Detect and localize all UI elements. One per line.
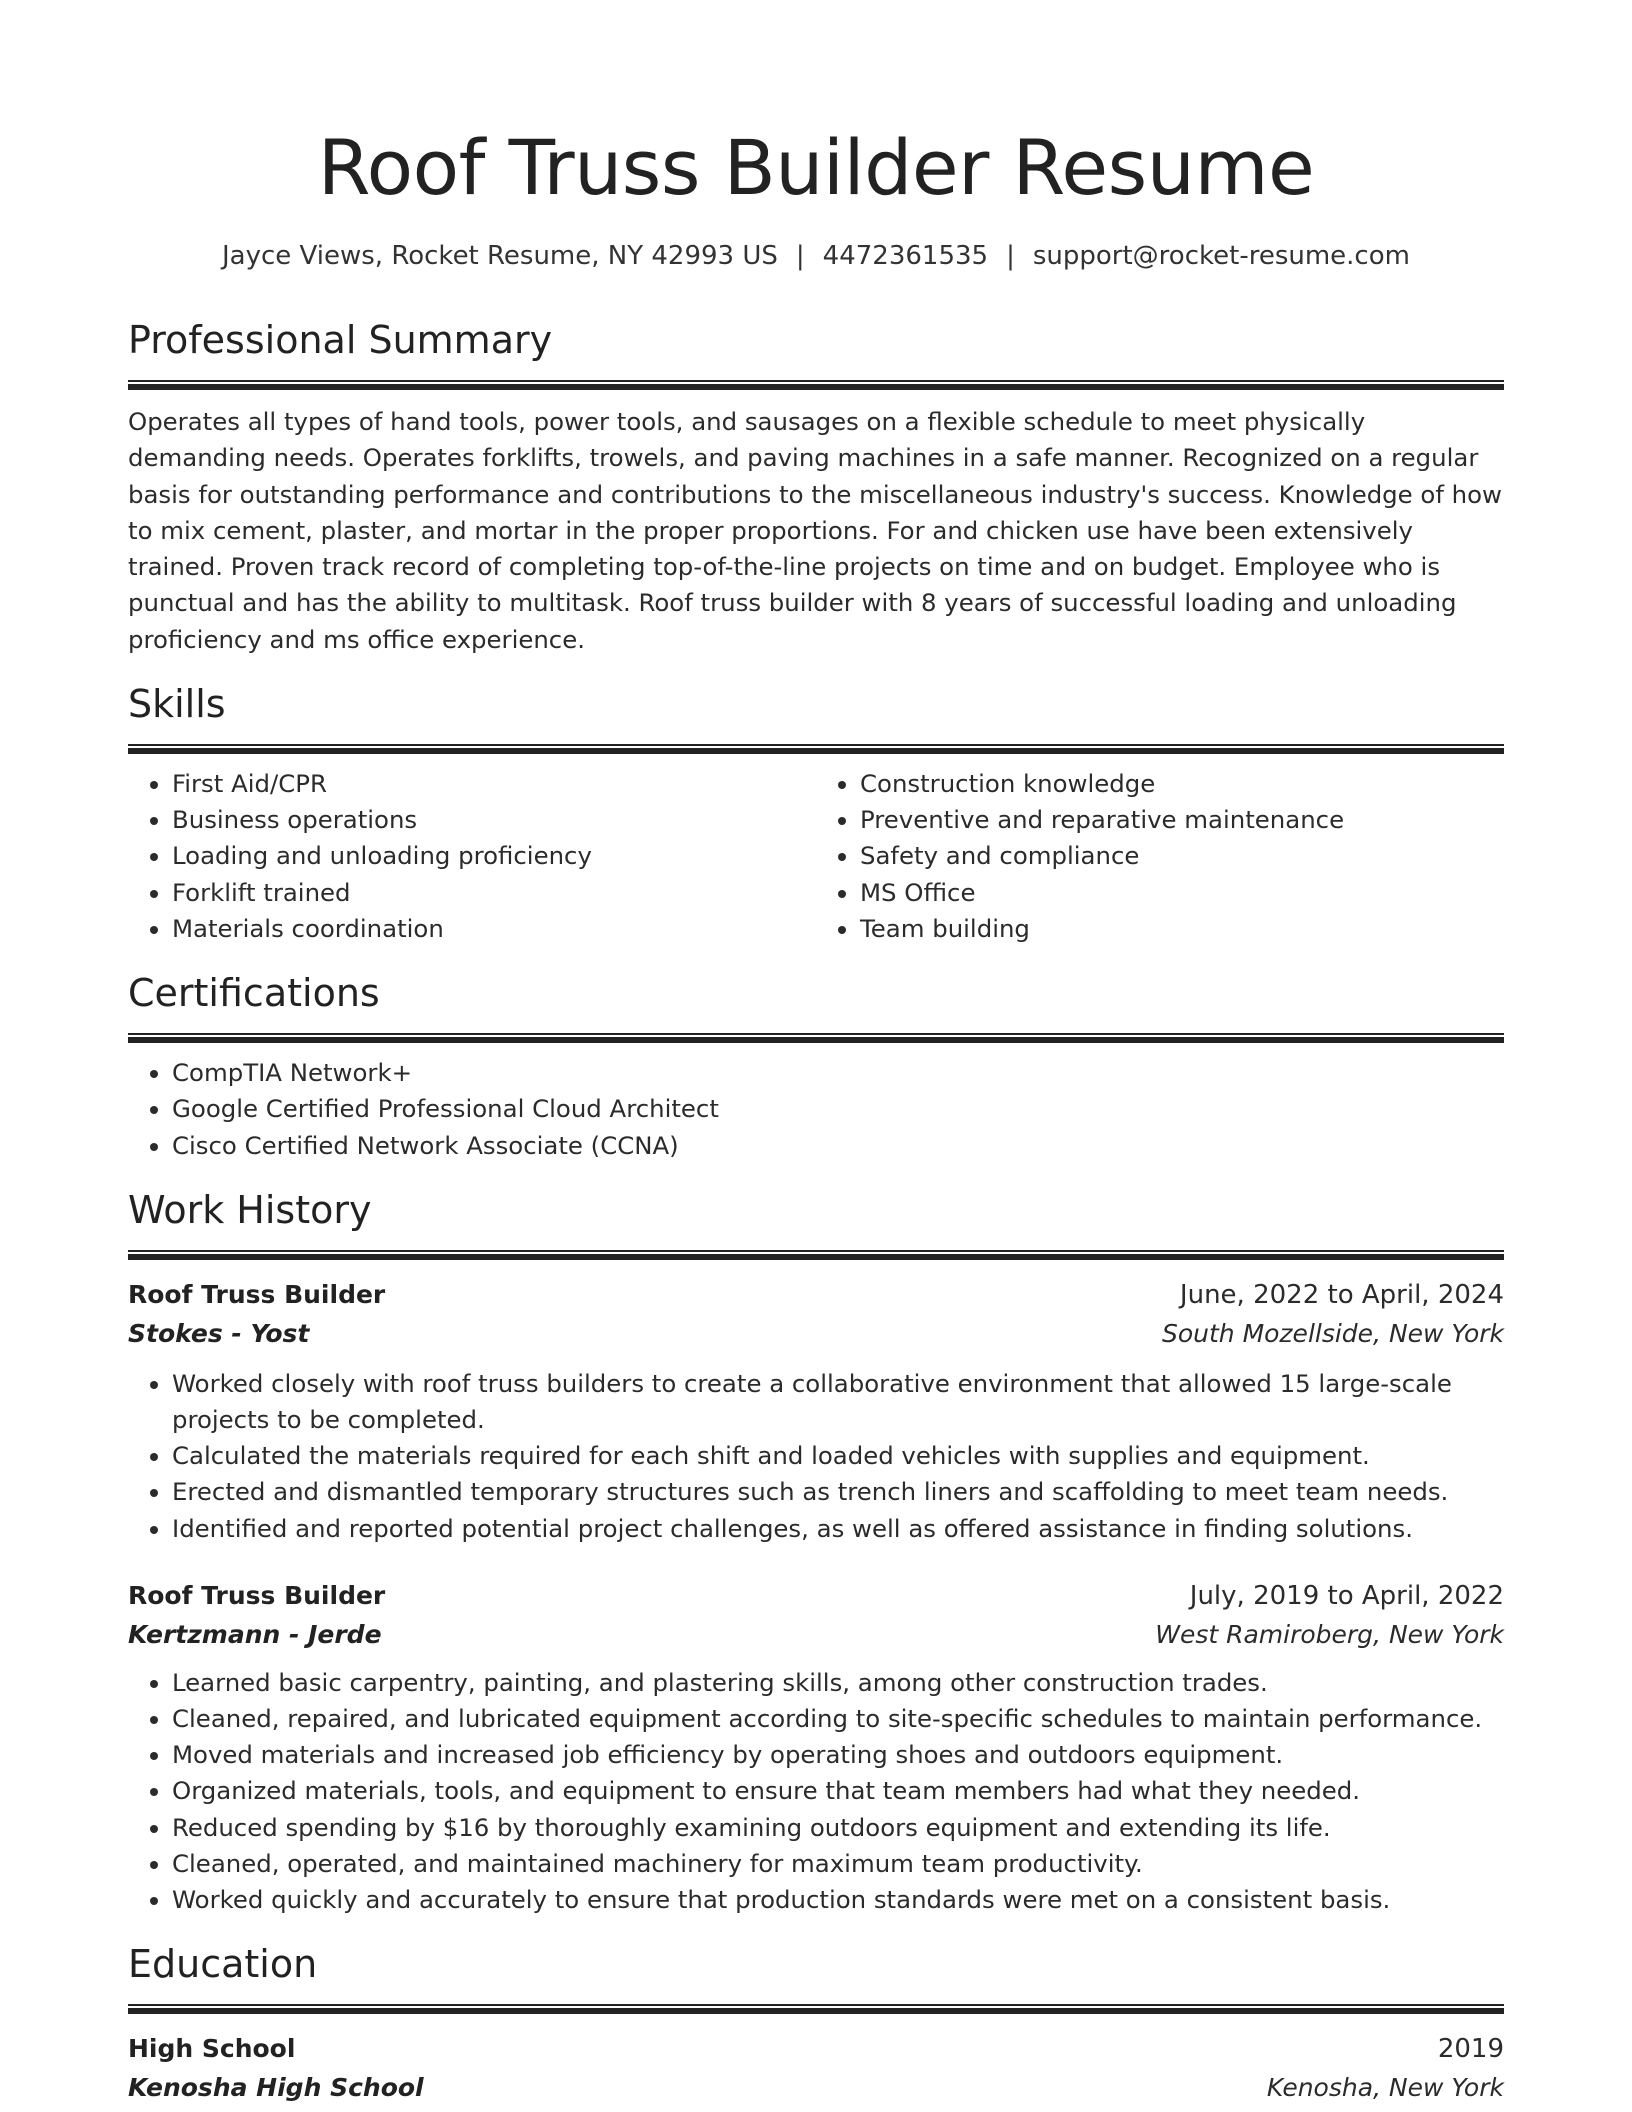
education-entry: [128, 2030, 1504, 2108]
section-heading: Professional Summary: [128, 318, 553, 362]
job-subheader: [128, 1314, 1504, 1354]
list-item: • Erected and dismantled temporary structures such as trench liners and scaffolding to meet team needs.: [172, 1474, 1504, 1510]
list-item: • Business operations: [172, 802, 816, 838]
certifications-list: [128, 1055, 1504, 1164]
education-subheader: [128, 2068, 1504, 2108]
contact-separator: |: [1006, 241, 1015, 271]
list-item: • Cleaned, operated, and maintained machinery for maximum team productivity.: [172, 1846, 1504, 1882]
summary-section: [128, 316, 1504, 658]
list-item: • Cleaned, repaired, and lubricated equipment according to site-specific schedules to maintain performance.: [172, 1701, 1504, 1737]
list-item: • Preventive and reparative maintenance: [860, 802, 1504, 838]
list-item: • MS Office: [860, 875, 1504, 911]
section-divider: [128, 744, 1504, 754]
job-company: Stokes - Yost: [128, 1318, 310, 1348]
list-item: • Construction knowledge: [860, 766, 1504, 802]
job-dates: July, 2019 to April, 2022: [1189, 1580, 1504, 1611]
job-entry: [128, 1276, 1504, 1547]
list-item: • Cisco Certified Network Associate (CCNA): [172, 1128, 1504, 1164]
job-title: Roof Truss Builder: [128, 1580, 386, 1610]
section-divider: [128, 1033, 1504, 1043]
section-heading: Certifications: [128, 971, 380, 1016]
education-degree: High School: [128, 2034, 296, 2064]
summary-text: Operates all types of hand tools, power tools, and sausages on a flexible schedule to meet physically demanding needs. Operates forklifts, trowels, and paving machines in a safe manner. Recognized on a regular basis for outstanding performance and contributions to the miscellaneous industry's success. Knowledge of how to mix cement, plaster, and mortar in the proper proportions. For and chicken use have been extensively trained. Proven track record of completing top-of-the-line projects on time and on budget. Employee who is punctual and has the ability to multitask. Roof truss builder with 8 years of successful loading and unloading proficiency and ms office experience.: [128, 407, 1503, 654]
contact-phone: 4472361535: [822, 241, 989, 271]
list-item: • Moved materials and increased job efficiency by operating shoes and outdoors equipment.: [172, 1737, 1504, 1773]
job-bullets: [128, 1366, 1504, 1547]
list-item: • Team building: [860, 911, 1504, 947]
list-item: • Safety and compliance: [860, 838, 1504, 874]
list-item: • Learned basic carpentry, painting, and plastering skills, among other construction trades.: [172, 1665, 1504, 1701]
education-location: Kenosha, New York: [1266, 2073, 1504, 2103]
skills-list: [128, 766, 816, 947]
contact-separator: |: [795, 241, 805, 271]
list-item: • Worked closely with roof truss builders to create a collaborative environment that allowed 15 large-scale projects to be completed.: [172, 1366, 1504, 1438]
job-location: South Mozellside, New York: [1161, 1318, 1504, 1348]
skills-column-left: [128, 766, 816, 947]
list-item: • Organized materials, tools, and equipment to ensure that team members had what they needed.: [172, 1773, 1504, 1809]
list-item: • Calculated the materials required for each shift and loaded vehicles with supplies and equipment.: [172, 1438, 1504, 1474]
job-company: Kertzmann - Jerde: [128, 1619, 382, 1649]
contact-address: Jayce Views, Rocket Resume, NY 42993 US: [222, 241, 778, 271]
job-dates: June, 2022 to April, 2024: [1179, 1279, 1504, 1310]
job-entry: [128, 1577, 1504, 1918]
list-item: • Identified and reported potential project challenges, as well as offered assistance in finding solutions.: [172, 1511, 1504, 1547]
list-item: • Forklift trained: [172, 875, 816, 911]
job-header: [128, 1577, 1504, 1615]
section-divider: [128, 1250, 1504, 1260]
job-title: Roof Truss Builder: [128, 1279, 386, 1309]
list-item: • First Aid/CPR: [172, 766, 816, 802]
list-item: • Loading and unloading proficiency: [172, 838, 816, 874]
section-heading: Work History: [128, 1187, 372, 1232]
certifications-section: [128, 969, 1504, 1164]
resume-title: Roof Truss Builder Resume: [317, 123, 1315, 212]
section-heading: Skills: [128, 682, 226, 727]
list-item: • Reduced spending by $16 by thoroughly examining outdoors equipment and extending its life.: [172, 1810, 1504, 1846]
education-header: [128, 2030, 1504, 2068]
skills-list: [816, 766, 1504, 947]
list-item: • Materials coordination: [172, 911, 816, 947]
education-section: [128, 1940, 1504, 2108]
list-item: • Google Certified Professional Cloud Architect: [172, 1091, 1504, 1127]
education-school: Kenosha High School: [128, 2073, 424, 2103]
skills-column-right: [816, 766, 1504, 947]
job-header: [128, 1276, 1504, 1314]
education-year: 2019: [1437, 2034, 1504, 2065]
section-divider: [128, 2004, 1504, 2014]
section-heading: Education: [128, 1942, 318, 1987]
list-item: • Worked quickly and accurately to ensure that production standards were met on a consistent basis.: [172, 1882, 1504, 1918]
skills-columns: [128, 766, 1504, 947]
job-location: West Ramiroberg, New York: [1155, 1619, 1504, 1649]
skills-section: [128, 680, 1504, 947]
contact-line: [128, 238, 1504, 274]
list-item: • CompTIA Network+: [172, 1055, 1504, 1091]
section-divider: [128, 380, 1504, 390]
work-history-section: [128, 1186, 1504, 1918]
contact-email: support@rocket-resume.com: [1032, 241, 1410, 271]
job-bullets: [128, 1665, 1504, 1918]
job-subheader: [128, 1615, 1504, 1655]
